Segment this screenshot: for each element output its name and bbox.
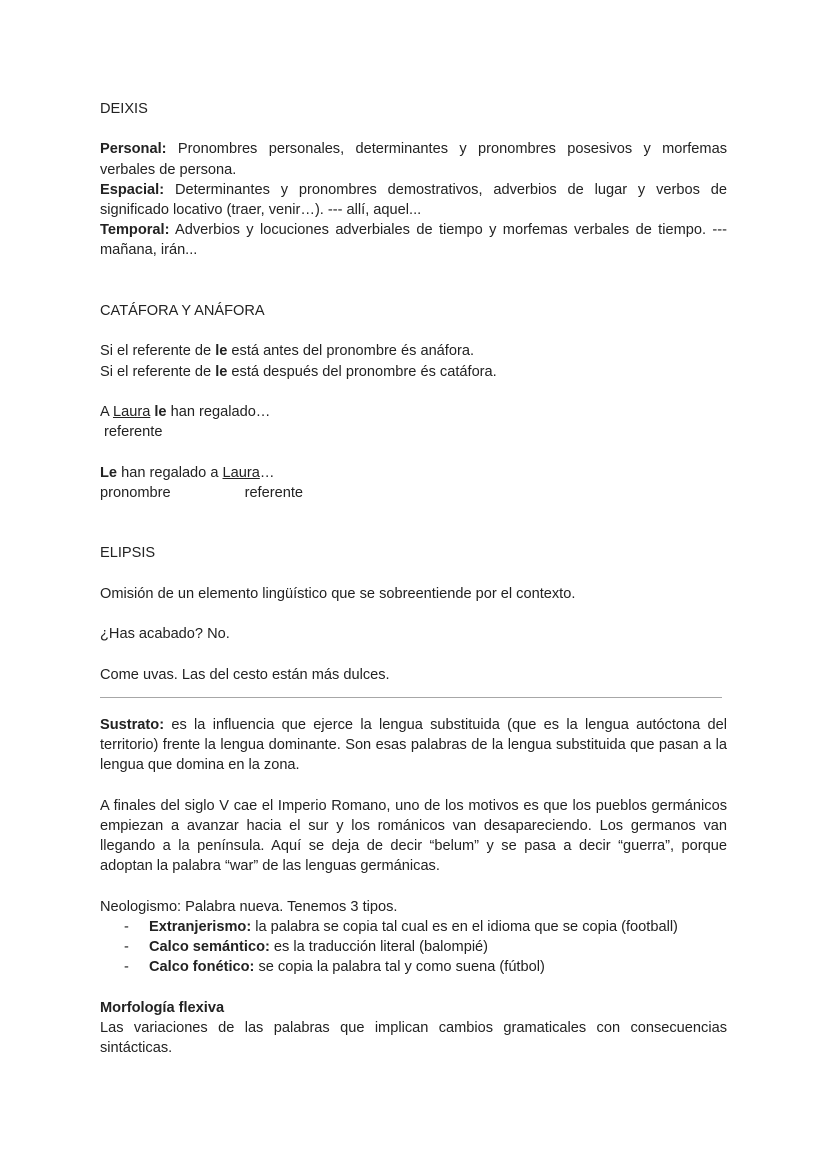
temporal-text: Adverbios y locuciones adverbiales de tiempo y morfemas verbales de tiempo. --- mañana, irán... (100, 222, 727, 259)
morfologia-text: Las variaciones de las palabras que implican cambios gramaticales con consecuencias sintácticas. (100, 1019, 727, 1056)
ex1-pre: A (100, 403, 113, 420)
ex2-mid: han regalado a (117, 464, 223, 481)
line2-post: está después del pronombre és catáfora. (227, 363, 497, 380)
ex2-name: Laura (222, 464, 260, 481)
catafora-heading: CATÁFORA Y ANÁFORA (100, 303, 265, 319)
sustrato-text: es la influencia que ejerce la lengua substituida (que es la lengua autóctona del territorio) frente la lengua dominante. Son esas palabras de la lengua substituida que pasan a la lengua que domina en la zona. (100, 716, 727, 774)
item-label: Calco fonético: (149, 959, 255, 976)
list-item (100, 937, 727, 957)
deixis-temporal (100, 220, 727, 260)
personal-text: Pronombres personales, determinantes y pronombres posesivos y morfemas verbales de persona. (100, 141, 727, 178)
deixis-espacial (100, 180, 727, 220)
item-text: se copia la palabra tal y como suena (fútbol) (254, 959, 545, 976)
neologismo-list (100, 917, 727, 978)
temporal-label: Temporal: (100, 222, 170, 239)
item-text: la palabra se copia tal cual es en el idioma que se copia (football) (251, 918, 678, 935)
elipsis-example-2: Come uvas. Las del cesto están más dulces. (100, 666, 390, 683)
morfologia-heading: Morfología flexiva (100, 999, 225, 1016)
ex1-post: han regalado… (166, 403, 271, 420)
document-page (100, 99, 727, 1058)
horizontal-rule (100, 697, 722, 698)
line1-bold: le (215, 343, 228, 360)
example-2-sentence (100, 463, 727, 483)
line1-post: está antes del pronombre és anáfora. (227, 343, 475, 360)
label-referente: referente (244, 484, 303, 501)
deixis-heading: DEIXIS (100, 101, 148, 117)
line2-bold: le (215, 363, 228, 380)
list-item (100, 917, 727, 937)
ex2-post: … (259, 464, 275, 481)
elipsis-example-1: ¿Has acabado? No. (100, 626, 230, 643)
line1-pre: Si el referente de (100, 343, 216, 360)
catafora-line-1 (100, 341, 727, 361)
sustrato-paragraph (100, 715, 727, 776)
ex1-name: Laura (112, 403, 151, 420)
sustrato-label: Sustrato: (100, 716, 165, 733)
history-paragraph: A finales del siglo V cae el Imperio Romano, uno de los motivos es que los pueblos germánicos empiezan a avanzar hacia el sur y los románicos van desapareciendo. Los germanos van llegando a la península. Aquí se deja de decir “belum” y se pasa a decir “guerra”, porque adoptan la palabra “war” de las lenguas germánicas. (100, 797, 727, 875)
example-1-sentence (100, 402, 727, 422)
item-label: Calco semántico: (149, 938, 270, 955)
elipsis-heading: ELIPSIS (100, 545, 156, 562)
espacial-label: Espacial: (100, 181, 165, 198)
espacial-text: Determinantes y pronombres demostrativos, adverbios de lugar y verbos de significado locativo (traer, venir…). --- allí, aquel... (100, 181, 727, 218)
ex2-bold: Le (100, 464, 118, 481)
label-pronombre: pronombre (100, 484, 171, 501)
list-item (100, 957, 727, 977)
ex1-bold: le (154, 403, 167, 420)
example-1-label: referente (100, 424, 163, 441)
neologismo-intro: Neologismo: Palabra nueva. Tenemos 3 tipos. (100, 898, 398, 915)
item-label: Extranjerismo: (149, 918, 252, 935)
item-text: es la traducción literal (balompié) (269, 938, 489, 955)
elipsis-definition: Omisión de un elemento lingüístico que se sobreentiende por el contexto. (100, 585, 576, 602)
line2-pre: Si el referente de (100, 363, 216, 380)
deixis-personal (100, 139, 727, 179)
catafora-line-2 (100, 362, 727, 382)
personal-label: Personal: (100, 141, 167, 158)
example-2-labels (100, 483, 727, 503)
